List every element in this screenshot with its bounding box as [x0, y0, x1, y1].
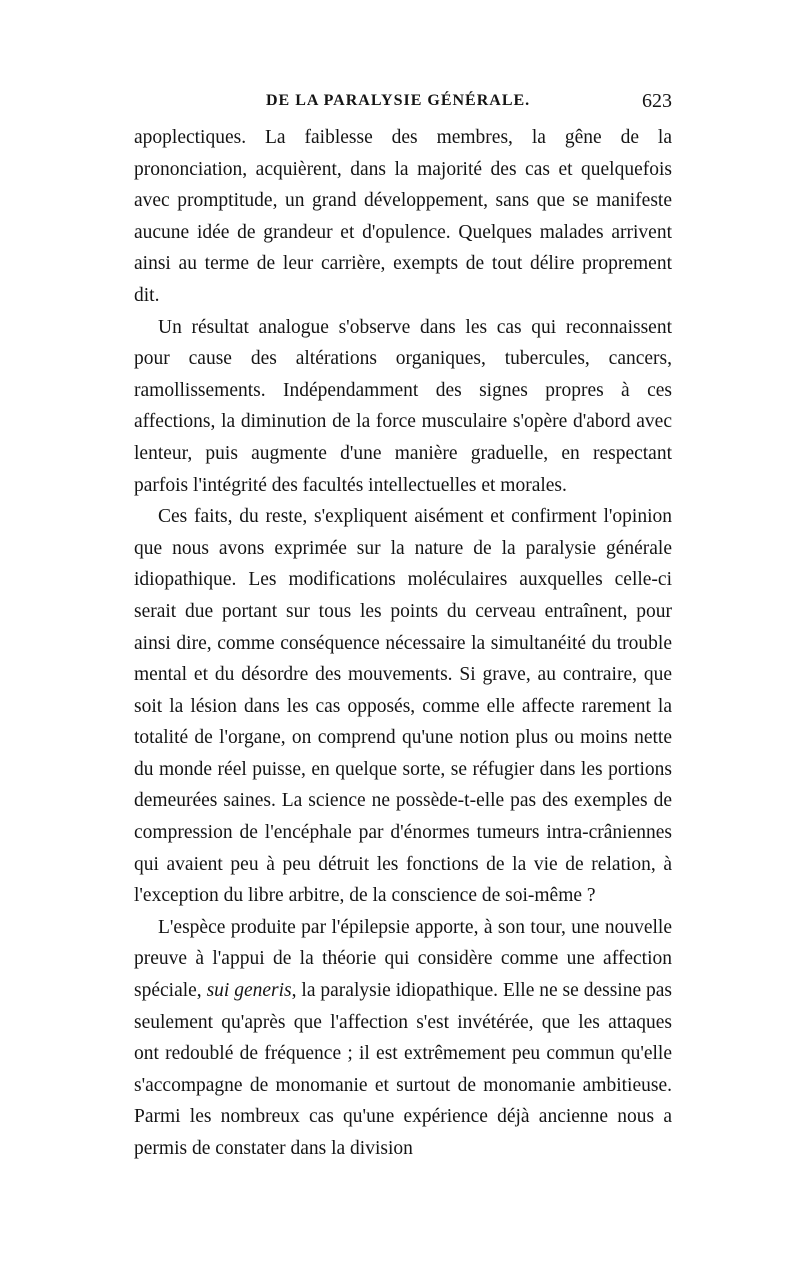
running-head [134, 92, 672, 122]
page-number: 623 [642, 90, 672, 112]
paragraph-1: apoplectiques. La faiblesse des membres, la gêne de la prononciation, acquièrent, dans la majorité des cas et quelquefois avec promptitude, un grand développement, sans que se manifeste aucune idée de grandeur et d'opulence. Quelques malades arrivent ainsi au terme de leur carrière, exempts de tout délire proprement dit. [134, 127, 672, 306]
paragraph-2: Un résultat analogue s'observe dans les cas qui reconnaissent pour cause des altérations organiques, tubercules, cancers, ramollissements. Indépendamment des signes propres à ces affections, la diminution de la force musculaire s'opère d'abord avec lenteur, puis augmente d'une manière graduelle, en respectant parfois l'intégrité des facultés intellectuelles et morales. [134, 316, 672, 496]
paragraph-4 [134, 912, 672, 1165]
paragraph-4-start: L'espèce produite par l'épilepsie apporte, à son tour, une nouvelle preuve à l'appui de la théorie qui considère comme une affection spéciale, [134, 916, 672, 1002]
paragraph-3: Ces faits, du reste, s'expliquent aisément et confirment l'opinion que nous avons exprimée sur la nature de la paralysie générale idiopathique. Les modifications moléculaires auxquelles celle-ci serait due portant sur tous les points du cerveau entraînent, pour ainsi dire, comme conséquence nécessaire la simultanéité du trouble mental et du désordre des mouvements. Si grave, au contraire, que soit la lésion dans les cas opposés, comme elle affecte rarement la totalité de l'organe, on comprend qu'une notion plus ou moins nette du monde réel puisse, en quelque sorte, se réfugier dans les portions demeurées saines. La science ne possède-t-elle pas des exemples de compression de l'encéphale par d'énormes tumeurs intra-crâniennes qui avaient peu à peu détruit les fonctions de la vie de relation, à l'exception du libre arbitre, de la conscience de soi-même ? [134, 506, 672, 907]
italic-term: sui generis [206, 980, 292, 1002]
running-title: DE LA PARALYSIE GÉNÉRALE. [266, 92, 531, 109]
paragraph-4-end: , la paralysie idiopathique. Elle ne se dessine pas seulement qu'après que l'affection s'est invétérée, que les attaques ont redoublé de fréquence ; il est extrêmement peu commun qu'elle s'accompagne de monomanie et surtout de monomanie ambitieuse. Parmi les nombreux cas qu'une expérience déjà ancienne nous a permis de constater dans la division [134, 980, 673, 1159]
body-text [134, 122, 672, 1165]
book-page [134, 92, 672, 1165]
